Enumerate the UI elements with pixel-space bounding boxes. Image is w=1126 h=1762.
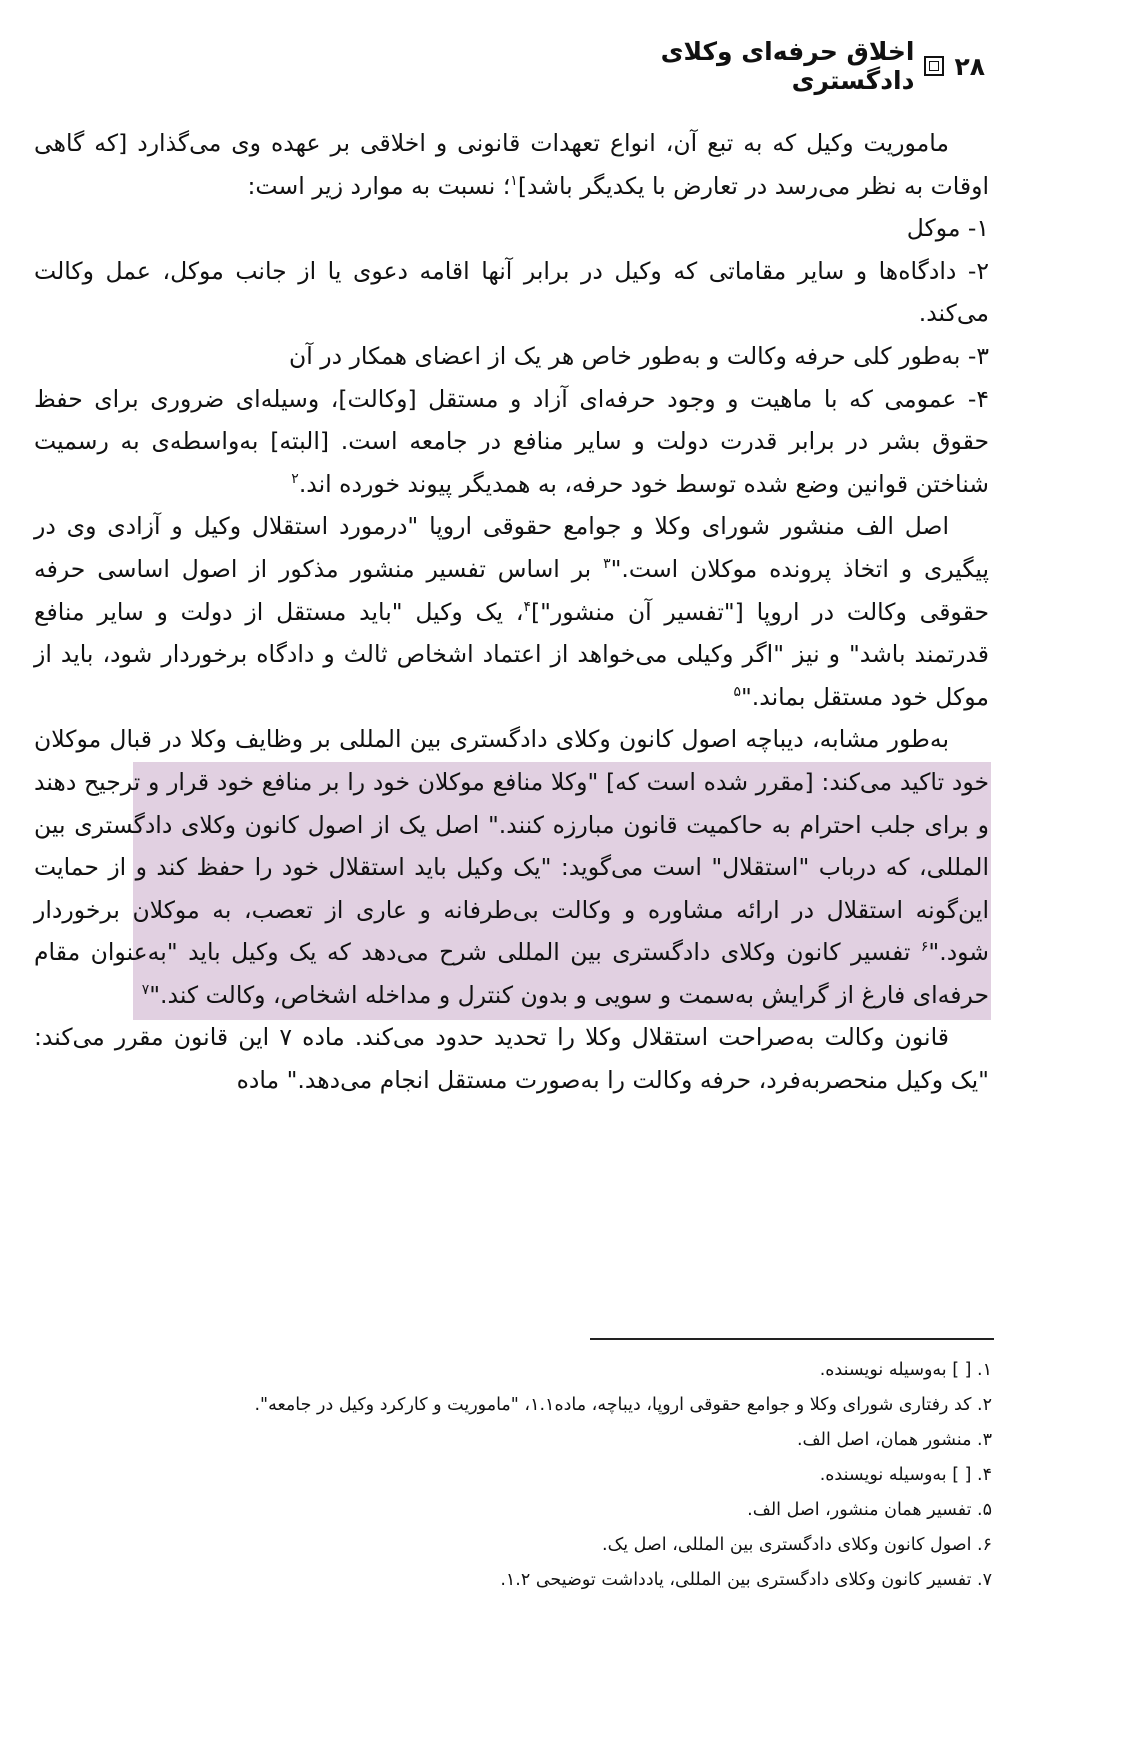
page-number: ۲۸ <box>954 51 985 81</box>
footnote-ref-2: ۲ <box>291 470 299 487</box>
footnote-ref-5: ۵ <box>733 683 741 700</box>
footnote-7: ۷. تفسیر کانون وکلای دادگستری بین المللی، یادداشت توضیحی ۱.۲. <box>500 1570 992 1590</box>
footnote-3: ۳. منشور همان، اصل الف. <box>796 1430 992 1450</box>
paragraph-3: به‌طور مشابه، دیباچه اصول کانون وکلای دادگستری بین المللی بر وظایف وکلا در قبال موکلان خود تاکید می‌کند: [مقرر شده است که] "وکلا منافع موکلان خود را بر منافع خود قرار و ترجیح دهند و برای جلب احترام به حاکمیت قانون مبارزه کنند." اصل یک از اصول کانون وکلای دادگستری بین المللی، که درباب "استقلال" است می‌گوید: "یک وکیل باید استقلال خود را حفظ کند و از حمایت این‌گونه استقلال در ارائه مشاوره و وکالت بی‌طرفانه و عاری از تعصب، به موکلان برخوردار شود."$^۶$ تفسیر کانون وکلای دادگستری بین المللی شرح می‌دهد که یک وکیل باید "به‌عنوان مقام حرفه‌ای فارغ از گرایش به‌سمت و سویی و بدون کنترل و مداخله اشخاص، وکالت کند."$^۷$ <box>34 725 989 1009</box>
footnote-2: ۲. کد رفتاری شورای وکلا و جوامع حقوقی اروپا، دیباچه، ماده۱.۱، "ماموریت و کارکرد وکیل در جامعه". <box>254 1395 992 1415</box>
footnote-ref-3: ۳ <box>603 556 611 573</box>
paragraph-1: ماموریت وکیل که به تبع آن، انواع تعهدات قانونی و اخلاقی بر عهده وی می‌گذارد [که گاهی اوقات به نظر می‌رسد در تعارض با یکدیگر باشد]$^۱$؛ نسبت به موارد زیر است: <box>34 129 989 200</box>
list-item-1: ۱- موکل <box>906 214 989 243</box>
list-item-4: ۴- عمومی که با ماهیت و وجود حرفه‌ای آزاد و مستقل [وکالت]، وسیله‌ای ضروری برای حفظ حقوق بشر در برابر قدرت دولت و سایر منافع در جامعه است. [البته] به‌واسطه‌ی به رسمیت شناختن قوانین وضع شده توسط خود حرفه، به همدیگر پیوند خورده اند.$^۲$ <box>34 384 989 498</box>
main-text <box>34 122 989 1102</box>
footnotes-list <box>100 1353 992 1598</box>
paragraph-4: قانون وکالت به‌صراحت استقلال وکلا را تحدید حدود می‌کند. ماده ۷ این قانون مقرر می‌کند: "یک وکیل منحصربه‌فرد، حرفه وکالت را به‌صورت مستقل انجام می‌دهد." ماده <box>34 1023 989 1095</box>
list-item-2: ۲- دادگاه‌ها و سایر مقاماتی که وکیل در برابر آنها اقامه دعوی یا از جانب موکل، عمل وکالت می‌کند. <box>34 256 989 328</box>
footnote-4: ۴. [ ] به‌وسیله نویسنده. <box>819 1465 992 1485</box>
footnote-5: ۵. تفسیر همان منشور، اصل الف. <box>747 1500 992 1520</box>
footnote-ref-6: ۶ <box>920 939 929 956</box>
paragraph-2: اصل الف منشور شورای وکلا و جوامع حقوقی اروپا "درمورد استقلال وکیل و آزادی وی در پیگیری و اتخاذ پرونده موکلان است."$^۳$ بر اساس تفسیر منشور مذکور از اصول اساسی حرفه حقوقی وکالت در اروپا ["تفسیر آن منشور"]$^۴$، یک وکیل "باید مستقل از دولت و سایر منافع قدرتمند باشد" و نیز "اگر وکیلی می‌خواهد از اعتماد اشخاص ثالث و دادگاه برخوردار شود، باید از موکل خود مستقل بماند."$^۵$ <box>34 512 990 711</box>
footnote-ref-4: ۴ <box>523 598 531 615</box>
square-ornament-icon <box>924 56 944 76</box>
footnote-6: ۶. اصول کانون وکلای دادگستری بین المللی، اصل یک. <box>602 1535 992 1555</box>
footnote-ref-1: ۱ <box>510 172 518 189</box>
footnote-separator <box>590 1338 994 1340</box>
footnote-ref-7: ۷ <box>141 982 150 999</box>
running-header <box>560 37 985 95</box>
footnote-1: ۱. [ ] به‌وسیله نویسنده. <box>819 1360 992 1380</box>
book-title: اخلاق حرفه‌ای وکلای دادگستری <box>660 37 915 95</box>
list-item-3: ۳- به‌طور کلی حرفه وکالت و به‌طور خاص هر یک از اعضای همکار در آن <box>289 341 989 370</box>
